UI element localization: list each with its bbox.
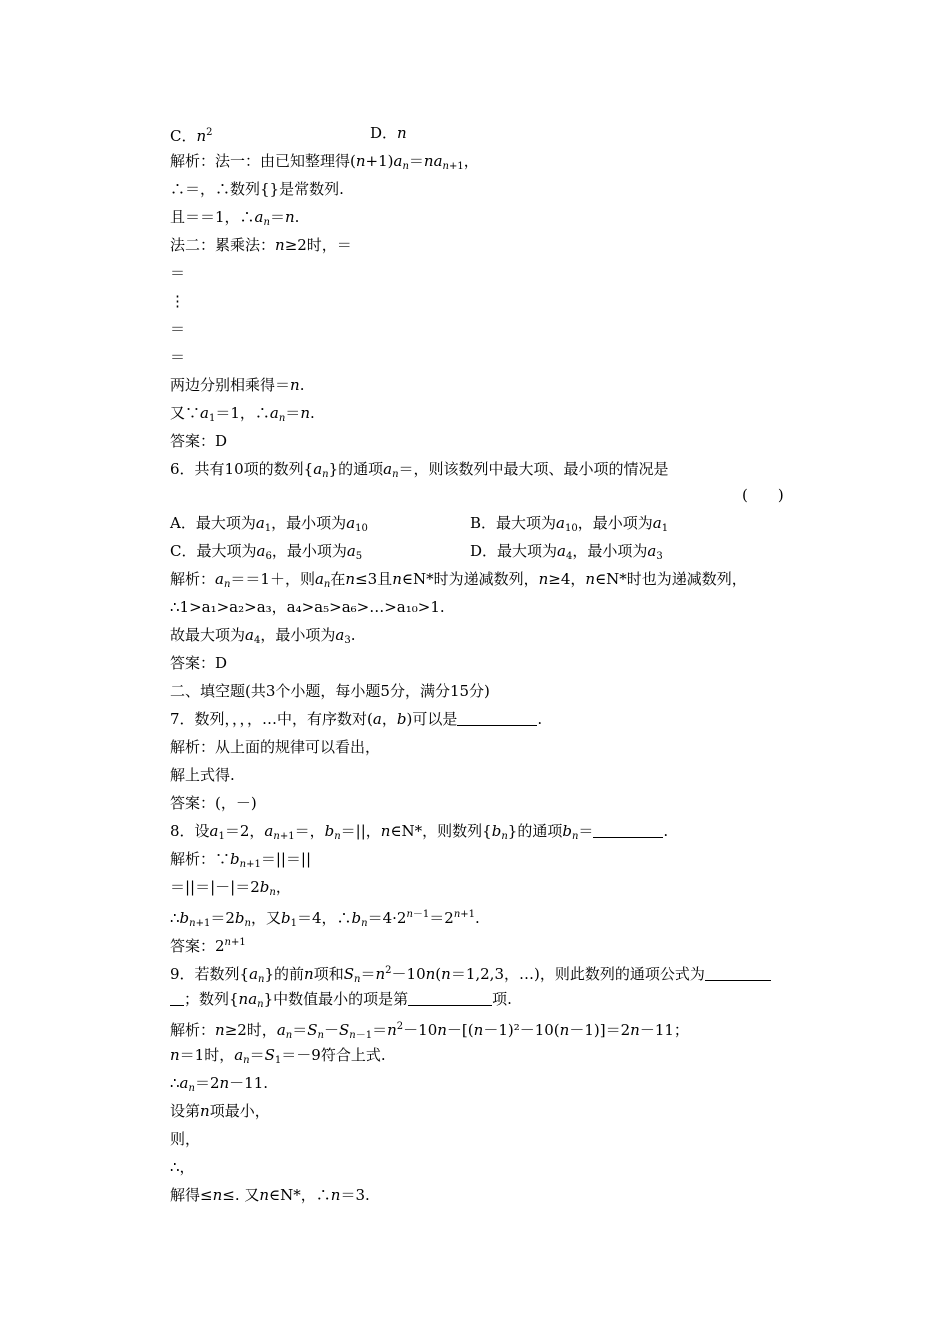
- solution-line: ⋮: [170, 292, 185, 310]
- option-d: D．n: [370, 124, 407, 142]
- option-a: A．最大项为$a_1$，最小项为$a_{10}$: [170, 514, 368, 534]
- solution-line: 又$\because a_1=1$，$\therefore a_n=n$.: [170, 404, 315, 424]
- option-b: B．最大项为$a_{10}$，最小项为$a_1$: [470, 514, 669, 534]
- answer-blank: [408, 991, 492, 1006]
- solution-line: 解析：$a_n==1+$，则$a_n$在n≤3且n∈N*时为递减数列，n≥4，n∈N*时也为递减数列，: [170, 570, 747, 590]
- answer-line: 答案：$2^{n+1}$: [170, 937, 246, 955]
- solution-line: ∴1>a₁>a₂>a₃，a₄>a₅>a₆>…>a₁₀>1.: [170, 598, 445, 616]
- solution-method-2: 法二：累乘法：n≥2时，＝: [170, 236, 352, 254]
- question-7: 7．数列，，，，…中，有序数对(a，b)可以是 .: [170, 710, 543, 728]
- question-9-continued: ；数列$\{na_n\}$中数值最小的项是第 项.: [170, 989, 512, 1015]
- question-6: 6．共有10项的数列$\{a_n\}$的通项$a_n=$，则该数列中最大项、最小项的情况是: [170, 460, 669, 480]
- answer-blank: [593, 823, 663, 838]
- solution-line: $\therefore a_n=2n-11$.: [170, 1074, 269, 1094]
- option-c: C．$n^2$: [170, 127, 213, 145]
- solution-line: 解上式得.: [170, 766, 235, 784]
- solution-line: 故最大项为$a_4$，最小项为$a_3$.: [170, 626, 356, 646]
- solution-method-1: 解析：法一：由已知整理得$(n+1)a_n=na_{n+1}$，: [170, 152, 479, 172]
- solution-line: 解析：从上面的规律可以看出，: [170, 738, 381, 756]
- solution-line: 则，: [170, 1130, 201, 1148]
- solution-line: 解析：$\because b_{n+1}=||=||$: [170, 850, 312, 870]
- solution-line: 解得≤n≤. 又n∈N*，∴n＝3.: [170, 1186, 370, 1204]
- section-heading: 二、填空题(共3个小题，每小题5分，满分15分): [170, 682, 490, 700]
- solution-line: $=||=|-|=2b_n$，: [170, 878, 291, 898]
- answer-blank: [457, 711, 537, 726]
- solution-line: ＝: [170, 264, 186, 282]
- solution-line: n＝1时，$a_n=S_1=-9$符合上式.: [170, 1046, 386, 1066]
- answer-bracket: ( ): [742, 486, 784, 504]
- solution-line: ＝: [170, 320, 186, 338]
- question-8: 8．设$a_1=2$，$a_{n+1}=$，$b_n=||$，n∈N*，则数列$\{b_n\}$的通项$b_n=$ .: [170, 822, 669, 842]
- solution-line: ∴＝，∴数列{}是常数列.: [170, 180, 344, 198]
- solution-line: ∴，: [170, 1158, 195, 1176]
- solution-line: 两边分别相乘得＝n.: [170, 376, 305, 394]
- answer-blank: [705, 966, 771, 981]
- question-9: 9．若数列$\{a_n\}$的前n项和$S_n=n^2-10n(n=1,2,3$，…)，则此数列的通项公式为: [170, 961, 771, 990]
- answer-line: 答案：D: [170, 432, 228, 450]
- solution-line: 且＝＝1，$\therefore a_n=n$.: [170, 208, 300, 228]
- option-c: C．最大项为$a_6$，最小项为$a_5$: [170, 542, 363, 562]
- answer-line: 答案：(，－): [170, 794, 257, 812]
- solution-line: $\therefore b_{n+1}=2b_n$，又$b_1=4$，$\therefore b_n=4\cdot 2^{n-1}=2^{n+1}$.: [170, 909, 480, 929]
- option-d: D．最大项为$a_4$，最小项为$a_3$: [470, 542, 663, 562]
- solution-line: ＝: [170, 348, 186, 366]
- solution-line: 设第n项最小，: [170, 1102, 270, 1120]
- answer-blank: [170, 991, 184, 1006]
- answer-line: 答案：D: [170, 654, 228, 672]
- solution-line: 解析：n≥2时，$a_n=S_n-S_{n-1}=n^2-10n-[(n-1)^2-10(n-1)]=2n-11$；: [170, 1021, 689, 1041]
